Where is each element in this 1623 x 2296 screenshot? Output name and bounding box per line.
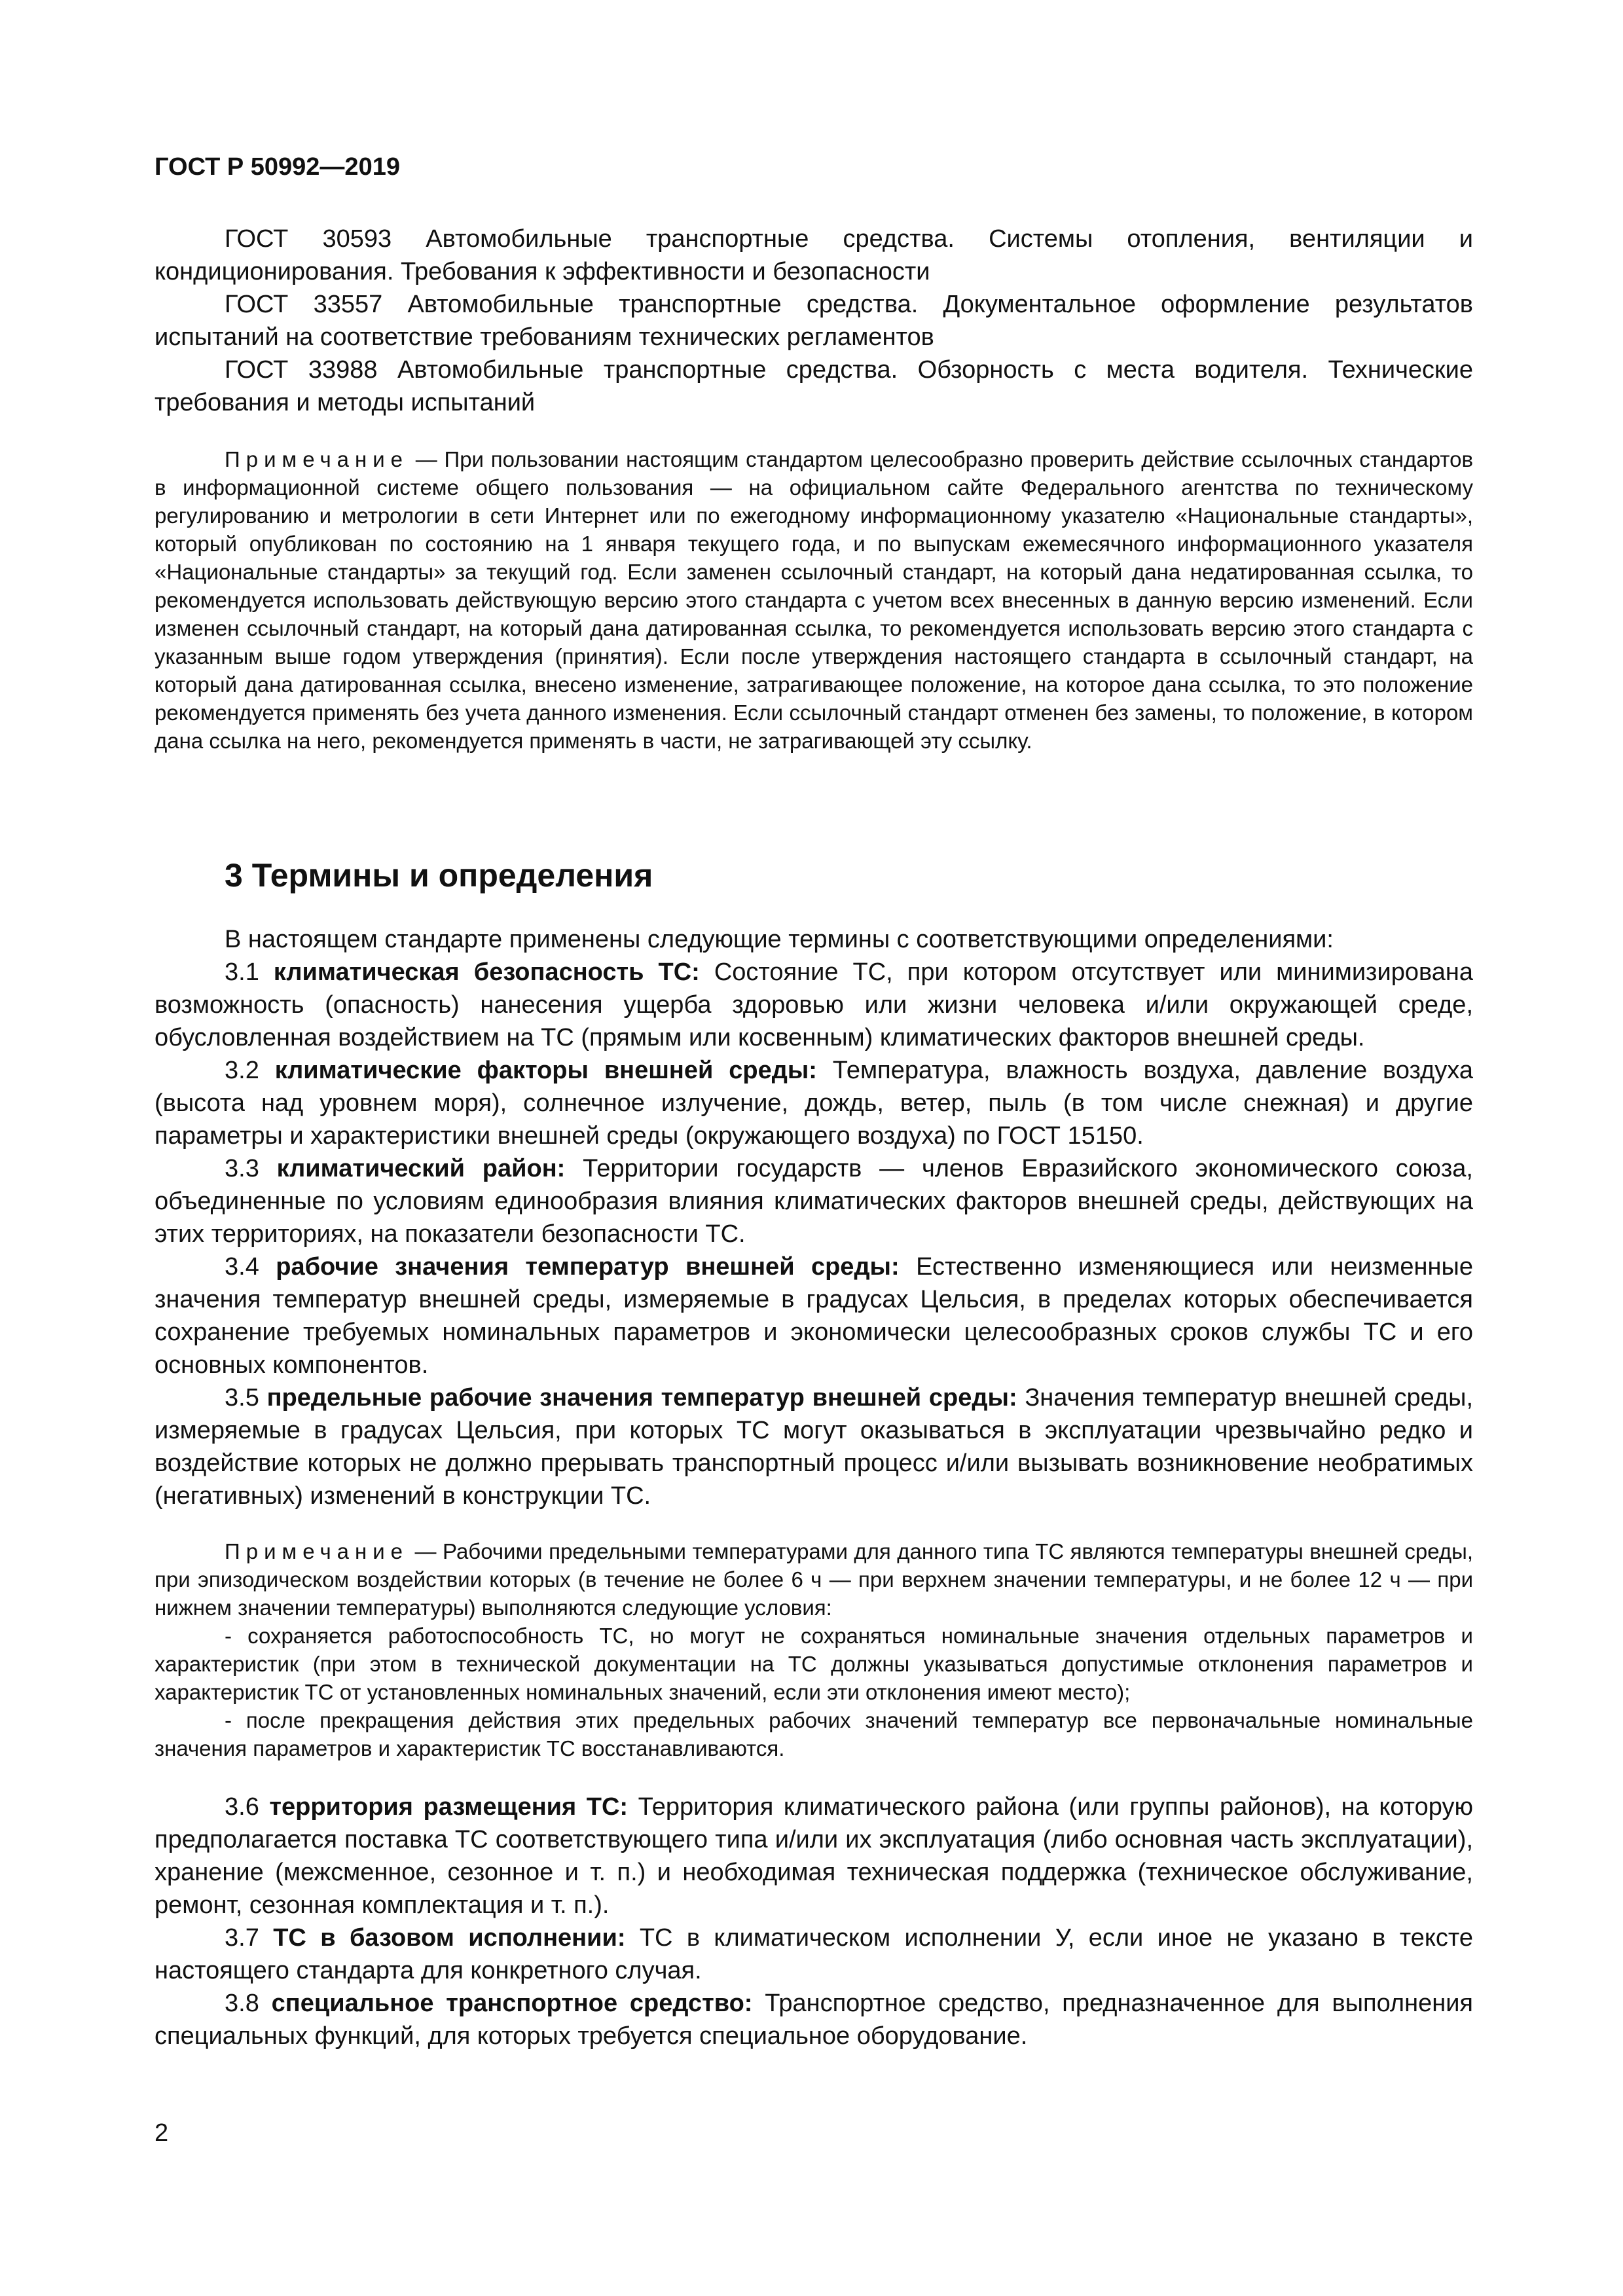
term-definition: 3.3 климатический район: Территории государств — членов Евразийского экономического союза, объединенные по условиям единообразия влияния климатических факторов внешней среды, действующих на этих территориях, на показатели безопасности ТС. <box>155 1155 1473 1248</box>
reference-item: ГОСТ 30593 Автомобильные транспортные средства. Системы отопления, вентиляции и кондиционирования. Требования к эффективности и безопасности <box>155 225 1473 285</box>
note-text: — Рабочими предельными температурами для данного типа ТС являются температуры внешней среды, при эпизодическом воздействии которых (в течение не более 6 ч — при верхнем значении температуры, и не более 12 ч — при нижнем значении температуры) выполняются следующие условия: <box>155 1539 1473 1620</box>
term-definition: 3.7 ТС в базовом исполнении: ТС в климатическом исполнении У, если иное не указано в тексте настоящего стандарта для конкретного случая. <box>155 1924 1473 1984</box>
term-name: ТС в базовом исполнении: <box>273 1924 626 1952</box>
term-definition: 3.4 рабочие значения температур внешней среды: Естественно изменяющиеся или неизменные значения температур внешней среды, измеряемые в градусах Цельсия, в пределах которых обеспечивается сохранение требуемых номинальных параметров и экономически целесообразных сроков службы ТС и его основных компонентов. <box>155 1253 1473 1379</box>
references-list <box>155 223 1473 419</box>
note-temperatures <box>155 1537 1473 1762</box>
term-definition: 3.5 предельные рабочие значения температур внешней среды: Значения температур внешней среды, измеряемые в градусах Цельсия, при которых ТС могут оказываться в эксплуатации чрезвычайно редко и воздействие которых не должно прерывать транспортный процесс и/или вызывать возникновение необратимых (негативных) изменений в конструкции ТС. <box>155 1384 1474 1510</box>
term-name: территория размещения ТС: <box>269 1793 629 1821</box>
section-intro: В настоящем стандарте применены следующие термины с соответствующими определениями: <box>225 926 1334 953</box>
section-3-body <box>155 923 1473 1512</box>
note-label: Примечание <box>225 447 409 471</box>
term-name: климатический район: <box>276 1155 566 1182</box>
page-number: 2 <box>155 2119 169 2147</box>
term-definition: 3.6 территория размещения ТС: Территория климатического района (или группы районов), на которую предполагается поставка ТС соответствующего типа и/или их эксплуатация (либо основная часть эксплуатации), хранение (межсменное, сезонное и т. п.) и необходимая техническая поддержка (техническое обслуживание, ремонт, сезонная комплектация и т. п.). <box>155 1793 1473 1919</box>
term-definition: 3.2 климатические факторы внешней среды: Температура, влажность воздуха, давление воздуха (высота над уровнем моря), солнечное излучение, дождь, ветер, пыль (в том числе снежная) и другие параметры и характеристики внешней среды (окружающего воздуха) по ГОСТ 15150. <box>155 1057 1473 1150</box>
term-name: предельные рабочие значения температур внешней среды: <box>266 1384 1017 1412</box>
note-list-item: - сохраняется работоспособность ТС, но могут не сохраняться номинальные значения отдельных параметров и характеристик (при этом в технической документации на ТС должны указываться допустимые отклонения параметров и характеристик ТС от установленных номинальных значений, если эти отклонения имеют место); <box>155 1624 1473 1704</box>
term-name: климатические факторы внешней среды: <box>274 1057 817 1084</box>
term-definition: 3.1 климатическая безопасность ТС: Состояние ТС, при котором отсутствует или минимизирована возможность (опасность) нанесения ущерба здоровью или жизни человека и/или окружающей среде, обусловленная воздействием на ТС (прямым или косвенным) климатических факторов внешней среды. <box>155 958 1473 1051</box>
reference-item: ГОСТ 33557 Автомобильные транспортные средства. Документальное оформление результатов испытаний на соответствие требованиям технических регламентов <box>155 291 1473 351</box>
note-references <box>155 445 1473 755</box>
term-name: специальное транспортное средство: <box>271 1990 753 2017</box>
note-label: Примечание <box>225 1539 409 1563</box>
section-heading: 3 Термины и определения <box>225 857 653 894</box>
section-3-body-continued <box>155 1791 1473 2052</box>
document-header: ГОСТ Р 50992—2019 <box>155 153 400 181</box>
term-name: климатическая безопасность ТС: <box>273 958 700 986</box>
reference-item: ГОСТ 33988 Автомобильные транспортные средства. Обзорность с места водителя. Технические требования и методы испытаний <box>155 356 1473 416</box>
term-definition: 3.8 специальное транспортное средство: Транспортное средство, предназначенное для выполнения специальных функций, для которых требуется специальное оборудование. <box>155 1990 1473 2050</box>
note-text: — При пользовании настоящим стандартом целесообразно проверить действие ссылочных стандартов в информационной системе общего пользования — на официальном сайте Федерального агентства по техническому регулированию и метрологии в сети Интернет или по ежегодному информационному указателю «Национальные стандарты», который опубликован по состоянию на 1 января текущего года, и по выпускам ежемесячного информационного указателя «Национальные стандарты» за текущий год. Если заменен ссылочный стандарт, на который дана недатированная ссылка, то рекомендуется использовать действующую версию этого стандарта с учетом всех внесенных в данную версию изменений. Если изменен ссылочный стандарт, на который дана датированная ссылка, то рекомендуется использовать версию этого стандарта с указанным выше годом утверждения (принятия). Если после утверждения настоящего стандарта в ссылочный стандарт, на который дана датированная ссылка, внесено изменение, затрагивающее положение, на которое дана ссылка, то это положение рекомендуется применять без учета данного изменения. Если ссылочный стандарт отменен без замены, то положение, в котором дана ссылка на него, рекомендуется применять в части, не затрагивающей эту ссылку. <box>155 447 1473 753</box>
note-list-item: - после прекращения действия этих предельных рабочих значений температур все первоначальные номинальные значения параметров и характеристик ТС восстанавливаются. <box>155 1708 1473 1760</box>
term-name: рабочие значения температур внешней среды: <box>276 1253 900 1281</box>
